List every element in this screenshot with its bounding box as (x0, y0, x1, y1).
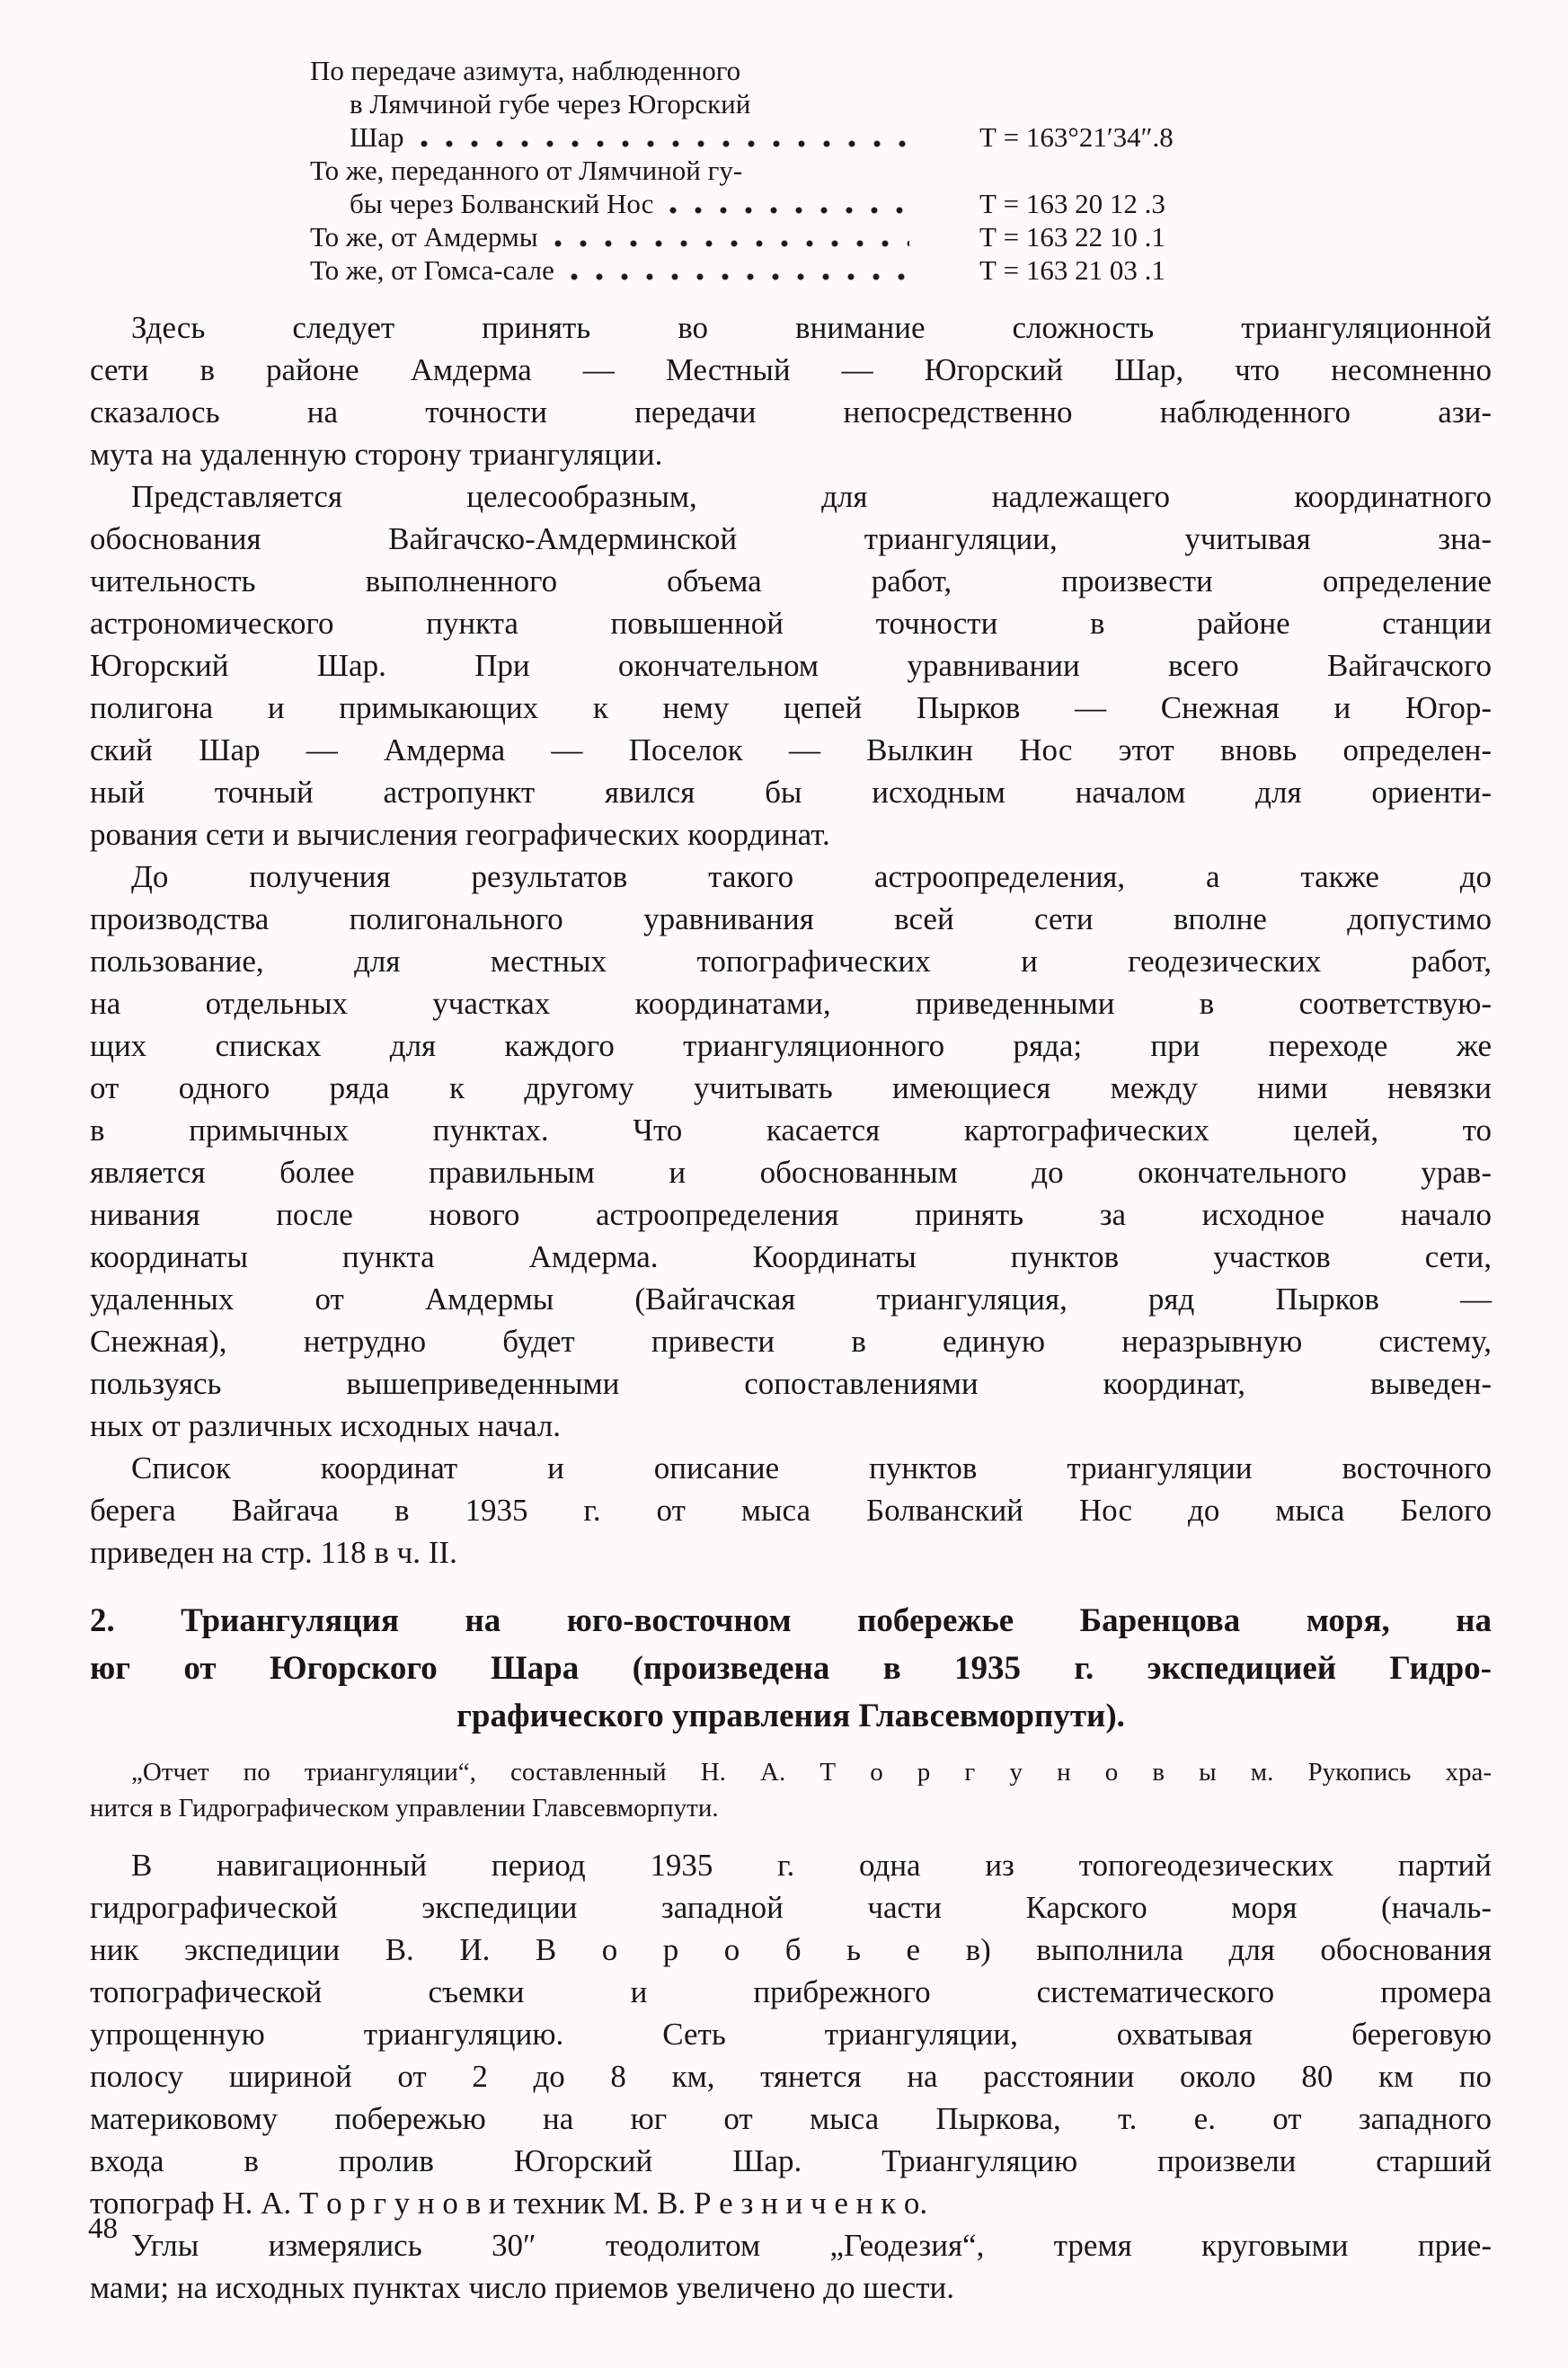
page-number: 48 (88, 2213, 118, 2245)
azimuth-row (310, 187, 1316, 220)
text-line: приведен на стр. 118 в ч. II. (90, 1535, 457, 1570)
text-line: берега Вайгача в 1935 г. от мыса Болванский Нос до мыса Белого (90, 1493, 1492, 1528)
text-line: астрономического пункта повышенной точности в районе станции (90, 606, 1492, 641)
azimuth-row-value (979, 87, 1316, 120)
text-line: в примычных пунктах. Что касается картографических целей, то (90, 1113, 1492, 1148)
azimuth-row-lead (310, 120, 979, 154)
azimuth-row-value: Т = 163 22 10 .1 (979, 221, 1165, 253)
page-body (90, 306, 1492, 2309)
paragraph (90, 2224, 1492, 2309)
text-line: топографической съемки и прибрежного систематического промера (90, 1974, 1492, 2009)
text-line: пользование, для местных топографических и геодезических работ, (90, 944, 1492, 979)
text-line: В навигационный период 1935 г. одна из топогеодезических партий (131, 1848, 1492, 1883)
text-line: полигона и примыкающих к нему цепей Пырков — Снежная и Югор- (90, 690, 1492, 725)
text-line: ник экспедиции В. И. В о р о б ь е в) выполнила для обоснования (90, 1932, 1492, 1967)
paragraph (90, 475, 1492, 856)
azimuth-row-value (979, 154, 1316, 187)
text-line: 2. Триангуляция на юго-восточном побережье Баренцова моря, на (90, 1602, 1492, 1639)
text-line: сказалось на точности передачи непосредственно наблюденного ази- (90, 395, 1492, 430)
azimuth-list (310, 54, 1316, 287)
text-line: графического управления Главсевморпути). (456, 1698, 1125, 1734)
azimuth-row (310, 120, 1316, 154)
azimuth-row-value: Т = 163 21 03 .1 (979, 254, 1165, 286)
azimuth-row-label: бы через Болванский Нос (350, 188, 654, 219)
azimuth-row-label: То же, от Гомса-сале (310, 254, 554, 286)
azimuth-row-lead (310, 54, 979, 87)
azimuth-row-label: По передаче азимута, наблюденного (310, 55, 741, 86)
azimuth-row (310, 253, 1316, 287)
text-line: полосу шириной от 2 до 8 км, тянется на расстоянии около 80 км по (90, 2059, 1492, 2094)
text-line: рования сети и вычисления географических координат. (90, 817, 830, 852)
text-line: чительность выполненного объема работ, произвести определение (90, 563, 1492, 599)
dot-leader (569, 271, 909, 282)
text-line: нится в Гидрографическом управлении Главсевморпути. (90, 1794, 719, 1823)
azimuth-row-label: Шар (350, 121, 404, 153)
text-line: производства полигонального уравнивания всей сети вполне допустимо (90, 901, 1492, 936)
azimuth-row-label: То же, переданного от Лямчиной гу- (310, 155, 743, 186)
text-line: сети в районе Амдерма — Местный — Югорский Шар, что несомненно (90, 352, 1492, 387)
text-line: упрощенную триангуляцию. Сеть триангуляции, охватывая береговую (90, 2017, 1492, 2052)
paragraph (90, 1844, 1492, 2224)
dot-leader (668, 204, 909, 216)
azimuth-row-value: Т = 163°21′34″.8 (979, 121, 1174, 153)
azimuth-row-label: То же, от Амдермы (310, 221, 538, 253)
paragraph (90, 856, 1492, 1447)
text-line: Снежная), нетрудно будет привести в единую неразрывную систему, (90, 1324, 1492, 1359)
dot-leader (419, 137, 909, 149)
azimuth-row (310, 54, 1316, 87)
text-line: материковому побережью на юг от мыса Пыркова, т. е. от западного (90, 2101, 1492, 2136)
text-line: координаты пункта Амдерма. Координаты пунктов участков сети, (90, 1239, 1492, 1274)
text-line: Представляется целесообразным, для надлежащего координатного (131, 479, 1492, 514)
text-line: щих списках для каждого триангуляционного ряда; при переходе же (90, 1028, 1492, 1063)
text-line: ных от различных исходных начал. (90, 1408, 562, 1443)
azimuth-row-lead (310, 154, 979, 187)
text-line: нивания после нового астроопределения принять за исходное начало (90, 1197, 1492, 1232)
text-line: Углы измерялись 30″ теодолитом „Геодезия“, тремя круговыми прие- (131, 2228, 1492, 2263)
text-line: топограф Н. А. Т о р г у н о в и техник М. В. Р е з н и ч е н к о. (90, 2186, 928, 2221)
text-line: мами; на исходных пунктах число приемов увеличено до шести. (90, 2270, 954, 2305)
azimuth-row-lead (310, 253, 979, 287)
text-line: мута на удаленную сторону триангуляции. (90, 437, 663, 472)
azimuth-row (310, 220, 1316, 253)
dot-leader (553, 237, 909, 249)
text-line: Югорский Шар. При окончательном уравнивании всего Вайгачского (90, 648, 1492, 683)
azimuth-row-value: Т = 163 20 12 .3 (979, 188, 1165, 219)
text-line: юг от Югорского Шара (произведена в 1935 г. экспедицией Гидро- (90, 1650, 1492, 1687)
paragraph (90, 306, 1492, 475)
text-line: пользуясь вышеприведенными сопоставлениями координат, выведен- (90, 1366, 1492, 1401)
text-line: До получения результатов такого астроопределения, а также до (131, 859, 1492, 894)
text-line: Список координат и описание пунктов триангуляции восточного (131, 1450, 1492, 1486)
text-line: Здесь следует принять во внимание сложность триангуляционной (131, 310, 1492, 345)
azimuth-row (310, 87, 1316, 120)
text-line: входа в пролив Югорский Шар. Триангуляцию произвели старший (90, 2143, 1492, 2178)
text-line: удаленных от Амдермы (Вайгачская триангуляция, ряд Пырков — (90, 1282, 1492, 1317)
source-note (90, 1754, 1492, 1826)
text-line: обоснования Вайгачско-Амдерминской триангуляции, учитывая зна- (90, 521, 1492, 556)
text-line: ский Шар — Амдерма — Поселок — Вылкин Нос этот вновь определен- (90, 732, 1492, 767)
azimuth-row-lead (310, 220, 979, 253)
azimuth-row (310, 154, 1316, 187)
azimuth-row-lead (310, 87, 979, 120)
azimuth-row-value (979, 54, 1316, 87)
text-line: является более правильным и обоснованным до окончательного урав- (90, 1155, 1492, 1190)
section-heading (90, 1597, 1492, 1740)
azimuth-row-lead (310, 187, 979, 220)
text-line: гидрографической экспедиции западной части Карского моря (началь- (90, 1890, 1492, 1925)
text-line: ный точный астропункт явился бы исходным началом для ориенти- (90, 775, 1492, 810)
text-line: „Отчет по триангуляции“, составленный Н. А. Т о р г у н о в ы м. Рукопись хра- (131, 1758, 1492, 1787)
text-line: от одного ряда к другому учитывать имеющиеся между ними невязки (90, 1070, 1492, 1105)
paragraph (90, 1447, 1492, 1574)
text-line: на отдельных участках координатами, приведенными в соответствую- (90, 986, 1492, 1021)
azimuth-row-label: в Лямчиной губе через Югорский (350, 88, 751, 120)
